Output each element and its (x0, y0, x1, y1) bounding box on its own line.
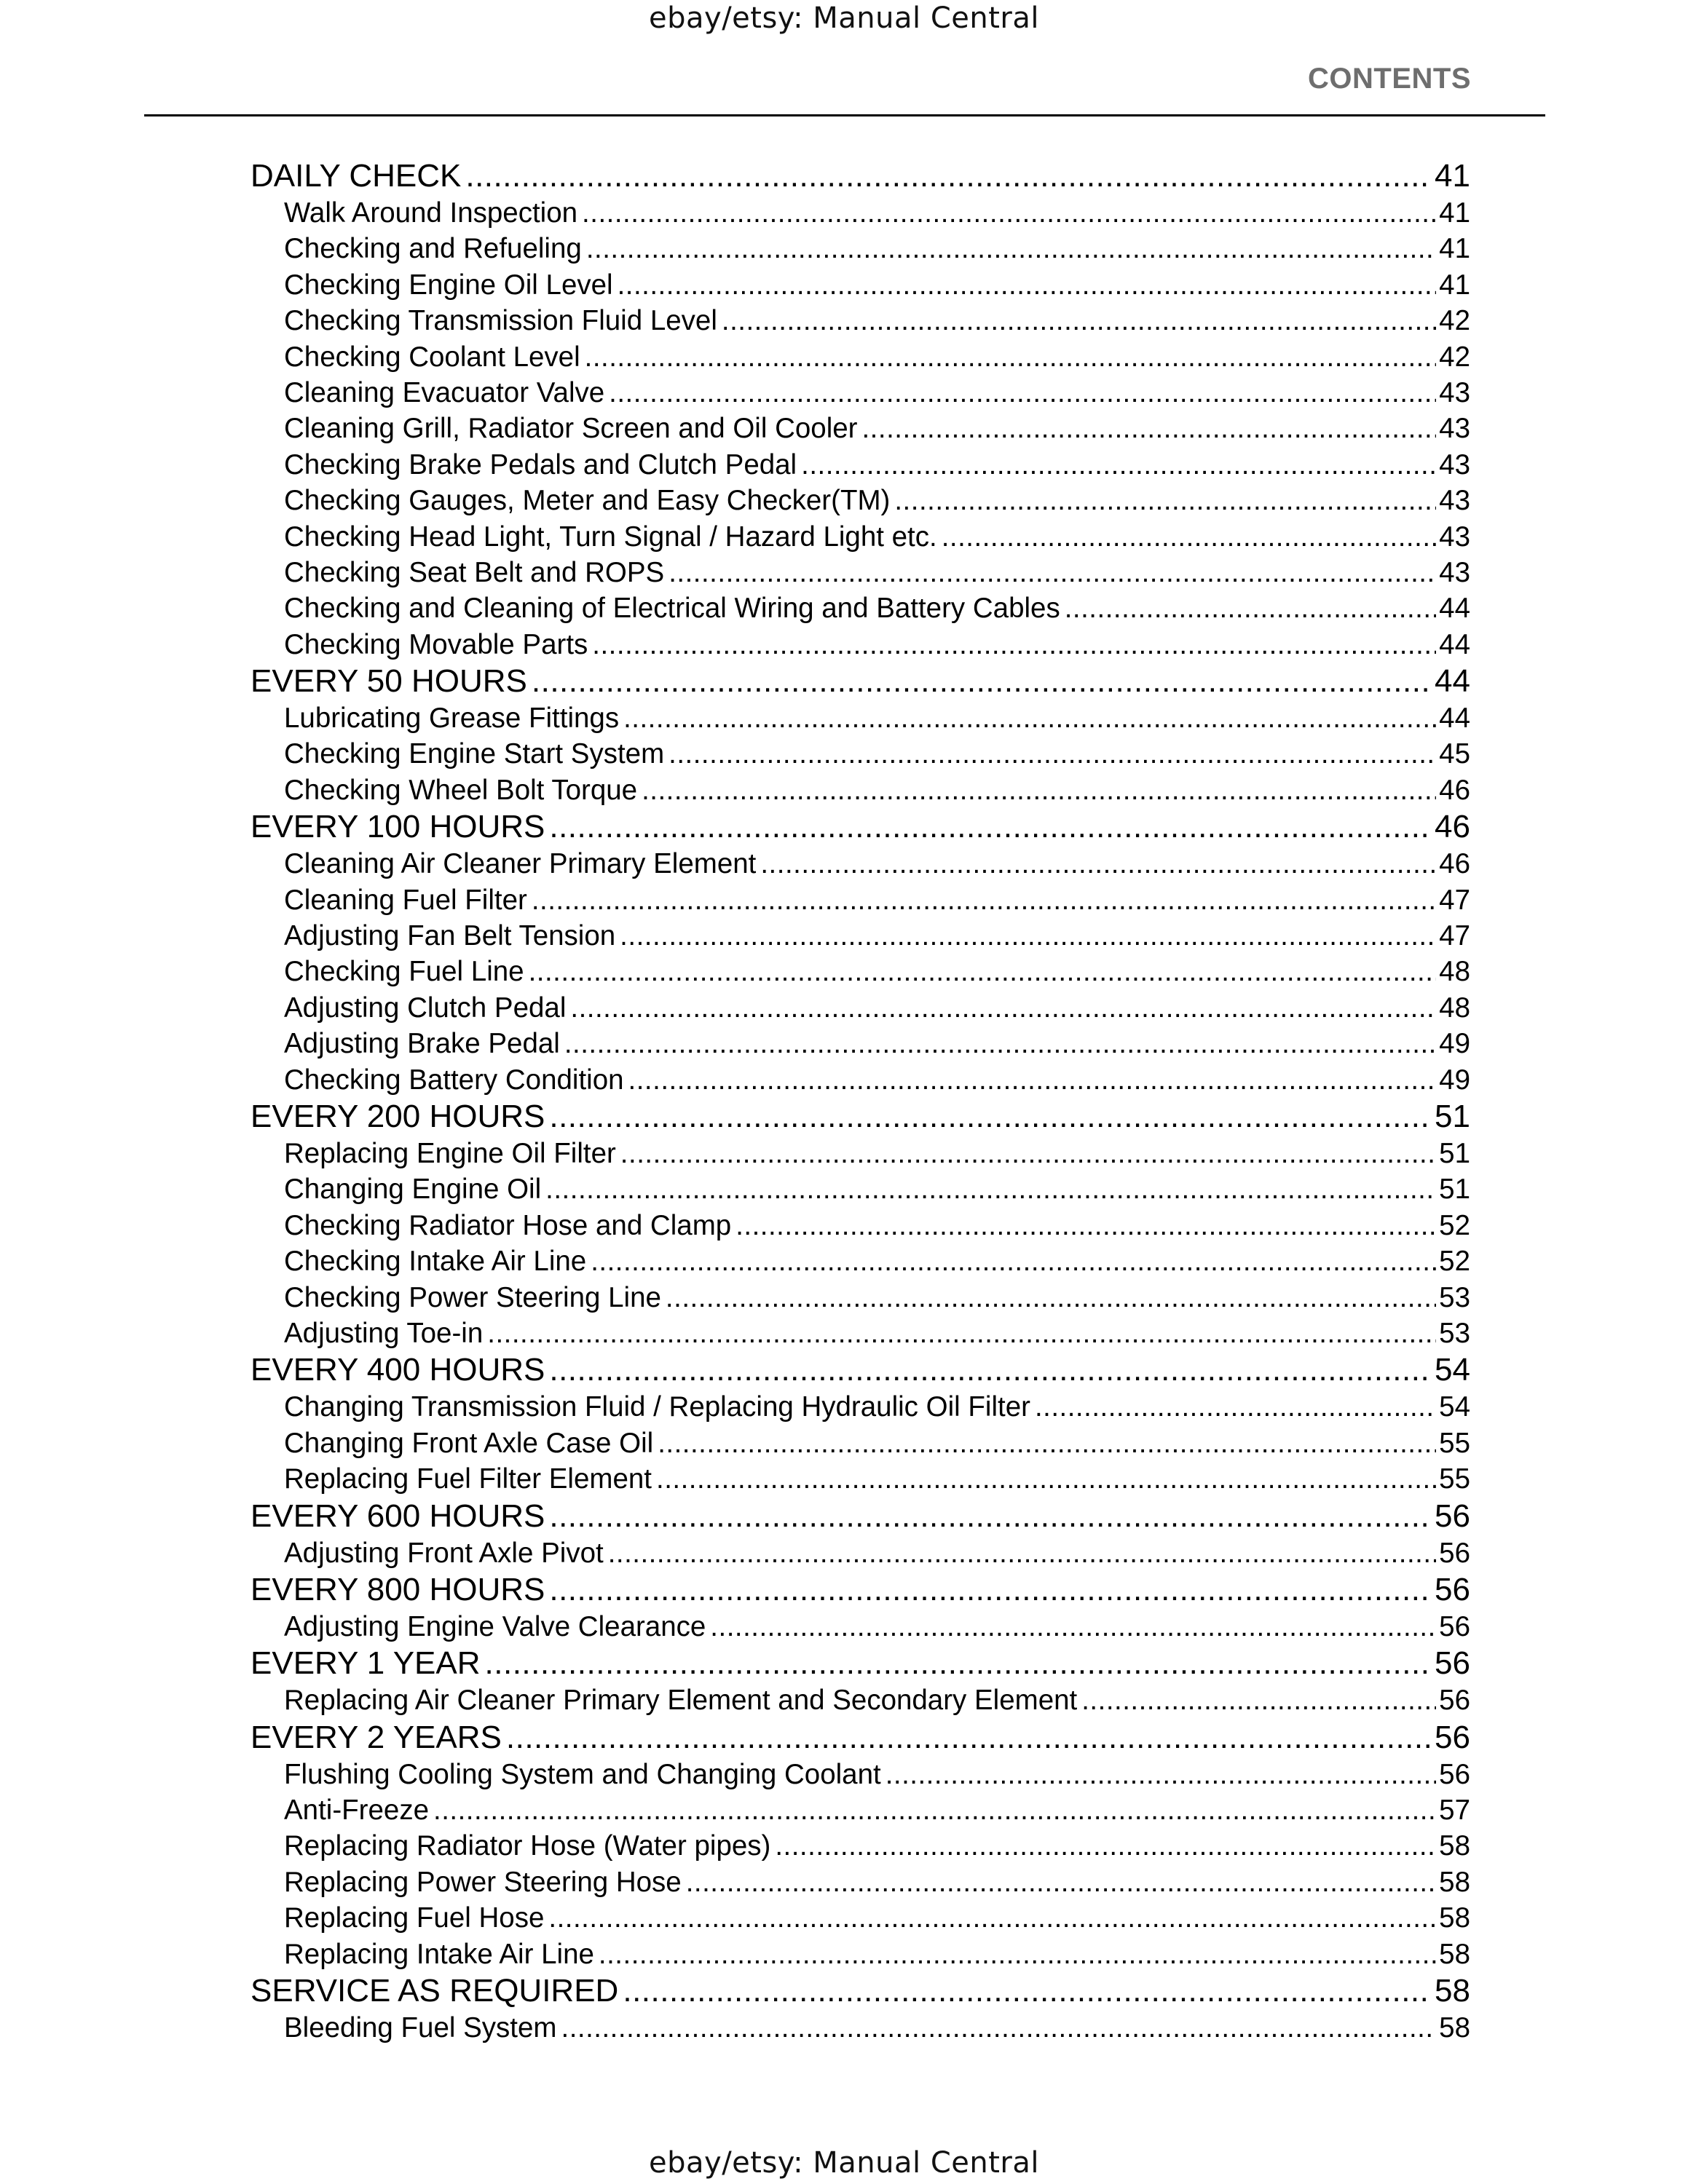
toc-page-number: 44 (1435, 663, 1470, 700)
toc-entry-title: Cleaning Air Cleaner Primary Element (284, 848, 757, 880)
toc-item-entry[interactable] (251, 1609, 1470, 1645)
toc-item-entry[interactable] (251, 411, 1470, 446)
toc-page-number: 44 (1439, 703, 1470, 735)
toc-dot-leader (591, 1243, 1436, 1279)
toc-item-entry[interactable] (251, 1425, 1470, 1461)
toc-entry-title: Checking Engine Start System (284, 738, 665, 770)
toc-dot-leader (669, 555, 1436, 590)
toc-item-entry[interactable] (251, 339, 1470, 375)
toc-dot-leader (666, 1280, 1436, 1315)
toc-item-entry[interactable] (251, 918, 1470, 954)
toc-dot-leader (549, 1351, 1432, 1389)
toc-section-entry[interactable] (251, 1571, 1470, 1609)
toc-entry-title: EVERY 600 HOURS (251, 1497, 545, 1534)
toc-entry-title: EVERY 50 HOURS (251, 663, 527, 700)
toc-page-number: 46 (1435, 809, 1470, 845)
toc-dot-leader (570, 990, 1436, 1026)
toc-dot-leader (942, 519, 1436, 555)
toc-page-number: 46 (1439, 848, 1470, 880)
toc-dot-leader (609, 375, 1436, 411)
toc-entry-title: Replacing Fuel Filter Element (284, 1463, 652, 1495)
toc-item-entry[interactable] (251, 1535, 1470, 1571)
toc-entry-title: Changing Front Axle Case Oil (284, 1427, 654, 1459)
toc-item-entry[interactable] (251, 555, 1470, 590)
toc-page-number: 52 (1439, 1209, 1470, 1241)
toc-item-entry[interactable] (251, 375, 1470, 411)
toc-item-entry[interactable] (251, 231, 1470, 266)
toc-dot-leader (735, 1208, 1436, 1243)
toc-page-number: 56 (1435, 1571, 1470, 1607)
toc-entry-title: EVERY 100 HOURS (251, 809, 545, 845)
toc-entry-title: Checking Movable Parts (284, 628, 588, 660)
toc-item-entry[interactable] (251, 267, 1470, 303)
toc-section-entry[interactable] (251, 1719, 1470, 1757)
toc-page-number: 56 (1439, 1758, 1470, 1790)
toc-page-number: 41 (1435, 158, 1470, 194)
toc-page-number: 44 (1439, 628, 1470, 660)
toc-page-number: 53 (1439, 1317, 1470, 1349)
toc-entry-title: Checking Battery Condition (284, 1064, 624, 1096)
watermark-top: ebay/etsy: Manual Central (649, 1, 1039, 35)
toc-entry-title: Replacing Radiator Hose (Water pipes) (284, 1830, 771, 1862)
toc-dot-leader (592, 627, 1436, 662)
toc-section-entry[interactable] (251, 808, 1470, 846)
toc-dot-leader (506, 1719, 1432, 1757)
toc-item-entry[interactable] (251, 990, 1470, 1026)
toc-entry-title: EVERY 400 HOURS (251, 1352, 545, 1388)
toc-entry-title: Changing Transmission Fluid / Replacing Hydraulic Oil Filter (284, 1391, 1030, 1423)
toc-item-entry[interactable] (251, 1461, 1470, 1497)
toc-item-entry[interactable] (251, 1280, 1470, 1315)
toc-item-entry[interactable] (251, 1026, 1470, 1061)
toc-page-number: 55 (1439, 1427, 1470, 1459)
toc-page-number: 56 (1439, 1685, 1470, 1717)
toc-entry-title: DAILY CHECK (251, 158, 462, 194)
toc-page-number: 56 (1439, 1610, 1470, 1642)
toc-entry-title: Checking Gauges, Meter and Easy Checker(TM) (284, 485, 891, 517)
toc-entry-title: Adjusting Front Axle Pivot (284, 1537, 604, 1569)
toc-entry-title: EVERY 1 YEAR (251, 1645, 481, 1682)
toc-page-number: 56 (1439, 1537, 1470, 1569)
toc-entry-title: Flushing Cooling System and Changing Coolant (284, 1758, 881, 1790)
toc-item-entry[interactable] (251, 846, 1470, 882)
section-header-label: CONTENTS (1308, 63, 1471, 95)
toc-page-number: 56 (1435, 1497, 1470, 1534)
toc-page-number: 41 (1439, 269, 1470, 301)
toc-dot-leader (1065, 590, 1436, 626)
toc-page-number: 44 (1439, 593, 1470, 625)
toc-item-entry[interactable] (251, 303, 1470, 339)
toc-entry-title: Replacing Power Steering Hose (284, 1866, 682, 1898)
toc-entry-title: Checking Seat Belt and ROPS (284, 556, 665, 588)
toc-entry-title: Checking and Refueling (284, 233, 582, 265)
toc-dot-leader (861, 411, 1436, 446)
toc-dot-leader (545, 1171, 1436, 1207)
toc-dot-leader (529, 954, 1437, 989)
toc-item-entry[interactable] (251, 1864, 1470, 1900)
toc-dot-leader (623, 1972, 1432, 2010)
toc-item-entry[interactable] (251, 1936, 1470, 1972)
toc-item-entry[interactable] (251, 1208, 1470, 1243)
toc-dot-leader (549, 1098, 1432, 1136)
toc-entry-title: Adjusting Fan Belt Tension (284, 920, 616, 952)
toc-page-number: 48 (1439, 956, 1470, 988)
toc-entry-title: SERVICE AS REQUIRED (251, 1973, 619, 2009)
toc-section-entry[interactable] (251, 1972, 1470, 2010)
toc-dot-leader (886, 1757, 1436, 1792)
toc-dot-leader (658, 1425, 1436, 1461)
toc-dot-leader (1081, 1682, 1436, 1718)
toc-dot-leader (669, 736, 1436, 772)
toc-item-entry[interactable] (251, 1757, 1470, 1792)
toc-page-number: 43 (1439, 485, 1470, 517)
toc-section-entry[interactable] (251, 1351, 1470, 1389)
toc-section-entry[interactable] (251, 662, 1470, 700)
toc-page-number: 51 (1435, 1098, 1470, 1134)
toc-entry-title: Changing Engine Oil (284, 1174, 542, 1206)
toc-page-number: 45 (1439, 738, 1470, 770)
toc-entry-title: EVERY 800 HOURS (251, 1571, 545, 1607)
toc-section-entry[interactable] (251, 1098, 1470, 1136)
toc-page-number: 49 (1439, 1064, 1470, 1096)
toc-dot-leader (722, 303, 1436, 339)
toc-entry-title: Lubricating Grease Fittings (284, 703, 620, 735)
toc-dot-leader (620, 918, 1436, 954)
toc-entry-title: Adjusting Brake Pedal (284, 1028, 560, 1060)
toc-dot-leader (760, 846, 1436, 882)
toc-item-entry[interactable] (251, 627, 1470, 662)
toc-page-number: 53 (1439, 1281, 1470, 1313)
toc-page-number: 42 (1439, 341, 1470, 373)
toc-item-entry[interactable] (251, 700, 1470, 736)
toc-page-number: 52 (1439, 1246, 1470, 1278)
toc-dot-leader (532, 882, 1436, 918)
toc-page-number: 43 (1439, 556, 1470, 588)
toc-page-number: 51 (1439, 1174, 1470, 1206)
header-divider (144, 114, 1545, 116)
toc-item-entry[interactable] (251, 772, 1470, 808)
toc-entry-title: EVERY 2 YEARS (251, 1719, 502, 1755)
table-of-contents (251, 157, 1470, 2046)
toc-item-entry[interactable] (251, 1136, 1470, 1171)
toc-dot-leader (548, 1900, 1436, 1936)
toc-entry-title: Checking Brake Pedals and Clutch Pedal (284, 448, 797, 480)
toc-page-number: 55 (1439, 1463, 1470, 1495)
toc-dot-leader (532, 662, 1432, 700)
toc-entry-title: Adjusting Engine Valve Clearance (284, 1610, 706, 1642)
toc-item-entry[interactable] (251, 1389, 1470, 1425)
toc-entry-title: Checking Engine Oil Level (284, 269, 613, 301)
watermark-bottom: ebay/etsy: Manual Central (649, 2146, 1039, 2180)
toc-item-entry[interactable] (251, 1315, 1470, 1351)
toc-entry-title: Checking Coolant Level (284, 341, 580, 373)
toc-dot-leader (801, 447, 1436, 483)
toc-entry-title: Replacing Fuel Hose (284, 1902, 545, 1934)
toc-page-number: 48 (1439, 992, 1470, 1024)
toc-item-entry[interactable] (251, 1682, 1470, 1718)
toc-item-entry[interactable] (251, 1792, 1470, 1828)
toc-entry-title: Checking Wheel Bolt Torque (284, 774, 638, 806)
toc-page-number: 49 (1439, 1028, 1470, 1060)
toc-dot-leader (485, 1645, 1432, 1682)
toc-entry-title: Checking Power Steering Line (284, 1281, 661, 1313)
toc-entry-title: Checking Transmission Fluid Level (284, 305, 717, 337)
toc-page-number: 58 (1439, 1938, 1470, 1970)
toc-entry-title: Checking Head Light, Turn Signal / Hazard Light etc. (284, 521, 937, 553)
toc-page-number: 58 (1439, 1866, 1470, 1898)
toc-page-number: 47 (1439, 884, 1470, 916)
toc-dot-leader (623, 700, 1436, 736)
toc-page-number: 56 (1435, 1645, 1470, 1682)
toc-item-entry[interactable] (251, 519, 1470, 555)
toc-dot-leader (608, 1535, 1436, 1571)
toc-page-number: 41 (1439, 197, 1470, 229)
toc-dot-leader (628, 1062, 1437, 1098)
toc-page-number: 41 (1439, 233, 1470, 265)
toc-entry-title: Bleeding Fuel System (284, 2012, 557, 2044)
toc-page-number: 54 (1435, 1352, 1470, 1388)
toc-item-entry[interactable] (251, 447, 1470, 483)
toc-entry-title: Cleaning Evacuator Valve (284, 376, 605, 408)
toc-page-number: 43 (1439, 413, 1470, 445)
toc-item-entry[interactable] (251, 954, 1470, 989)
toc-page-number: 57 (1439, 1795, 1470, 1827)
toc-dot-leader (549, 1497, 1432, 1535)
toc-entry-title: EVERY 200 HOURS (251, 1098, 545, 1134)
toc-page-number: 58 (1439, 1902, 1470, 1934)
toc-item-entry[interactable] (251, 1900, 1470, 1936)
toc-dot-leader (642, 772, 1436, 808)
toc-dot-leader (586, 231, 1436, 266)
toc-entry-title: Adjusting Toe-in (284, 1317, 484, 1349)
toc-entry-title: Cleaning Grill, Radiator Screen and Oil Cooler (284, 413, 858, 445)
toc-dot-leader (618, 267, 1437, 303)
toc-dot-leader (710, 1609, 1436, 1645)
toc-entry-title: Checking Radiator Hose and Clamp (284, 1209, 732, 1241)
toc-dot-leader (620, 1136, 1436, 1171)
toc-page-number: 54 (1439, 1391, 1470, 1423)
toc-dot-leader (564, 1026, 1436, 1061)
toc-item-entry[interactable] (251, 1243, 1470, 1279)
toc-dot-leader (656, 1461, 1436, 1497)
toc-section-entry[interactable] (251, 1497, 1470, 1535)
toc-section-entry[interactable] (251, 1645, 1470, 1682)
toc-entry-title: Checking Fuel Line (284, 956, 524, 988)
toc-item-entry[interactable] (251, 736, 1470, 772)
toc-dot-leader (487, 1315, 1436, 1351)
toc-entry-title: Replacing Air Cleaner Primary Element and Secondary Element (284, 1685, 1078, 1717)
toc-item-entry[interactable] (251, 1171, 1470, 1207)
toc-dot-leader (775, 1828, 1436, 1864)
toc-dot-leader (465, 157, 1432, 195)
toc-page-number: 46 (1439, 774, 1470, 806)
toc-dot-leader (585, 339, 1437, 375)
toc-page-number: 43 (1439, 448, 1470, 480)
toc-dot-leader (894, 483, 1436, 518)
toc-dot-leader (599, 1936, 1436, 1972)
toc-dot-leader (1035, 1389, 1436, 1425)
toc-dot-leader (561, 2010, 1437, 2046)
toc-item-entry[interactable] (251, 2010, 1470, 2046)
toc-item-entry[interactable] (251, 483, 1470, 518)
toc-page-number: 58 (1439, 1830, 1470, 1862)
toc-dot-leader (686, 1864, 1436, 1900)
toc-page-number: 47 (1439, 920, 1470, 952)
toc-entry-title: Cleaning Fuel Filter (284, 884, 527, 916)
toc-dot-leader (433, 1792, 1436, 1828)
toc-page-number: 58 (1435, 1973, 1470, 2009)
toc-page-number: 56 (1435, 1719, 1470, 1755)
toc-entry-title: Checking Intake Air Line (284, 1246, 587, 1278)
toc-page-number: 42 (1439, 305, 1470, 337)
toc-page-number: 43 (1439, 376, 1470, 408)
toc-entry-title: Walk Around Inspection (284, 197, 578, 229)
toc-dot-leader (549, 808, 1432, 846)
toc-entry-title: Replacing Engine Oil Filter (284, 1137, 616, 1169)
toc-dot-leader (582, 195, 1436, 231)
toc-dot-leader (549, 1571, 1432, 1609)
toc-entry-title: Anti-Freeze (284, 1795, 429, 1827)
toc-page-number: 43 (1439, 521, 1470, 553)
toc-entry-title: Checking and Cleaning of Electrical Wiring and Battery Cables (284, 593, 1060, 625)
toc-entry-title: Replacing Intake Air Line (284, 1938, 594, 1970)
toc-item-entry[interactable] (251, 1828, 1470, 1864)
toc-section-entry[interactable] (251, 157, 1470, 195)
toc-page-number: 58 (1439, 2012, 1470, 2044)
toc-item-entry[interactable] (251, 882, 1470, 918)
toc-entry-title: Adjusting Clutch Pedal (284, 992, 567, 1024)
toc-page-number: 51 (1439, 1137, 1470, 1169)
toc-item-entry[interactable] (251, 590, 1470, 626)
toc-item-entry[interactable] (251, 195, 1470, 231)
toc-item-entry[interactable] (251, 1062, 1470, 1098)
